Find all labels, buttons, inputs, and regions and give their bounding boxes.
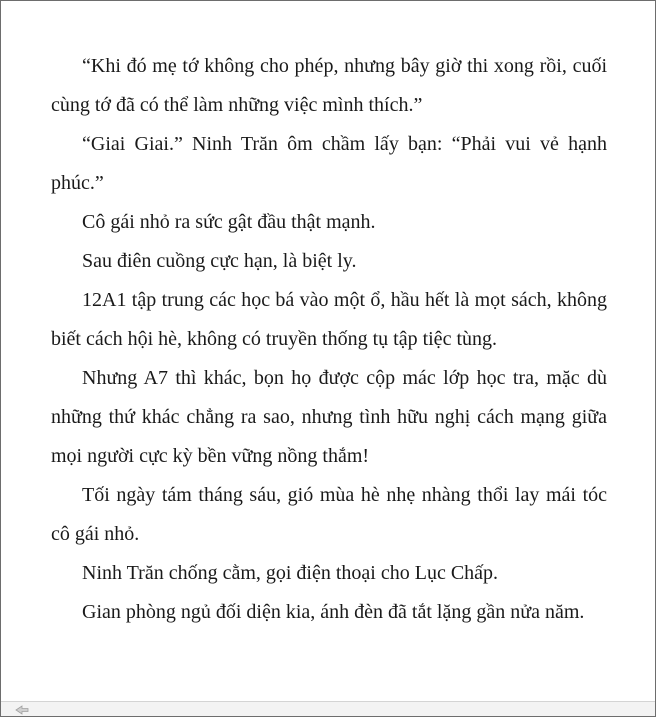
paragraph-1: “Khi đó mẹ tớ không cho phép, nhưng bây giờ thi xong rồi, cuối cùng tớ đã có thể làm những việc mình thích.” [51, 55, 607, 116]
back-arrow-icon[interactable] [15, 702, 29, 712]
paragraph-4: Sau điên cuồng cực hạn, là biệt ly. [82, 250, 357, 272]
paragraph-3: Cô gái nhỏ ra sức gật đầu thật mạnh. [82, 211, 376, 233]
paragraph-2: “Giai Giai.” Ninh Trăn ôm chầm lấy bạn: “Phải vui vẻ hạnh phúc.” [51, 133, 607, 194]
paragraph-9: Gian phòng ngủ đối diện kia, ánh đèn đã tắt lặng gần nửa năm. [82, 601, 585, 623]
paragraph-6: Nhưng A7 thì khác, bọn họ được cộp mác lớp học tra, mặc dù những thứ khác chẳng ra sao, nhưng tình hữu nghị cách mạng giữa mọi người cực kỳ bền vững nồng thắm! [51, 367, 607, 467]
paragraph-7: Tối ngày tám tháng sáu, gió mùa hè nhẹ nhàng thổi lay mái tóc cô gái nhỏ. [51, 484, 607, 545]
page-footer-bar [1, 701, 655, 716]
paragraph-8: Ninh Trăn chống cằm, gọi điện thoại cho Lục Chấp. [82, 562, 499, 584]
document-body [51, 47, 607, 632]
paragraph-5: 12A1 tập trung các học bá vào một ổ, hầu hết là mọt sách, không biết cách hội hè, không có truyền thống tụ tập tiệc tùng. [51, 289, 607, 350]
